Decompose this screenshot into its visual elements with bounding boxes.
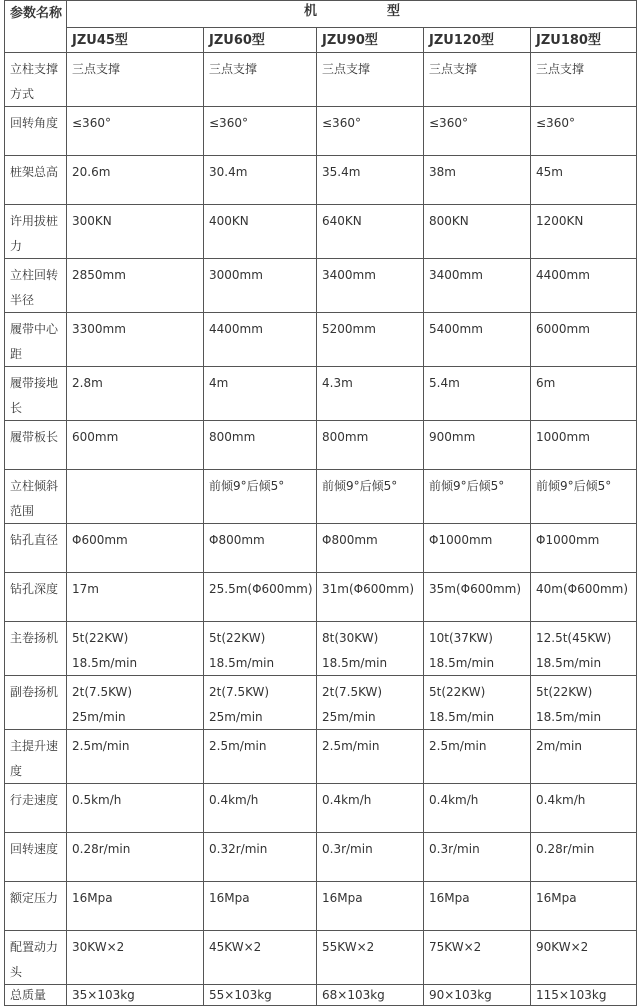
value-cell xyxy=(317,259,424,313)
param-header-label: 参数名称 xyxy=(10,6,63,21)
value-cell xyxy=(424,730,531,784)
param-cell: 额定压力 xyxy=(5,882,67,931)
value-cell xyxy=(531,259,637,313)
value-line: Φ800mm xyxy=(322,533,378,547)
value-cell xyxy=(67,931,204,985)
value-line: 2850mm xyxy=(72,268,126,282)
header-row-models xyxy=(5,28,637,53)
value-line: 300KN xyxy=(72,214,112,228)
value-line: 20.6m xyxy=(72,165,111,179)
value-cell xyxy=(204,833,317,882)
value-line: 0.4km/h xyxy=(429,793,479,807)
value-cell xyxy=(424,107,531,156)
value-line: 前倾9°后倾5° xyxy=(209,479,285,493)
value-line: 3400mm xyxy=(429,268,483,282)
value-line: ≤360° xyxy=(72,116,111,130)
table-row xyxy=(5,421,637,470)
value-cell xyxy=(67,259,204,313)
value-cell xyxy=(424,313,531,367)
value-line: 16Mpa xyxy=(209,891,250,905)
value-cell xyxy=(531,53,637,107)
value-cell xyxy=(531,524,637,573)
value-line: 35.4m xyxy=(322,165,361,179)
model-header-jzu180: JZU180型 xyxy=(531,28,637,53)
value-cell xyxy=(424,622,531,676)
value-cell xyxy=(531,107,637,156)
table-row xyxy=(5,367,637,421)
value-line: 前倾9°后倾5° xyxy=(322,479,398,493)
value-line: 5.4m xyxy=(429,376,460,390)
param-cell: 履带板长 xyxy=(5,421,67,470)
value-cell xyxy=(424,676,531,730)
value-line: 25m/min xyxy=(209,709,263,724)
value-cell xyxy=(204,313,317,367)
param-cell: 钻孔深度 xyxy=(5,573,67,622)
value-cell xyxy=(67,367,204,421)
value-line: 0.28r/min xyxy=(536,842,595,856)
value-cell xyxy=(317,622,424,676)
value-cell xyxy=(204,931,317,985)
value-cell xyxy=(67,205,204,259)
value-line: 18.5m/min xyxy=(536,655,602,670)
value-cell xyxy=(204,53,317,107)
value-cell xyxy=(204,676,317,730)
param-cell: 立柱支撑方式 xyxy=(5,53,67,107)
value-cell xyxy=(67,573,204,622)
value-line: 18.5m/min xyxy=(72,655,138,670)
value-line: 45m xyxy=(536,165,563,179)
value-line: 800mm xyxy=(209,430,256,444)
value-line: Φ1000mm xyxy=(536,533,600,547)
value-cell xyxy=(317,107,424,156)
value-cell xyxy=(424,882,531,931)
model-header-jzu90: JZU90型 xyxy=(317,28,424,53)
value-line: 6m xyxy=(536,376,556,390)
value-line: 31m(Φ600mm) xyxy=(322,582,415,596)
value-cell xyxy=(531,573,637,622)
header-row-top xyxy=(5,1,637,28)
value-line: 800mm xyxy=(322,430,369,444)
value-line: 2m/min xyxy=(536,739,582,753)
value-cell xyxy=(531,784,637,833)
value-line: 30.4m xyxy=(209,165,248,179)
value-cell xyxy=(424,470,531,524)
value-cell xyxy=(204,367,317,421)
param-cell: 桩架总高 xyxy=(5,156,67,205)
model-header-jzu120: JZU120型 xyxy=(424,28,531,53)
value-cell xyxy=(67,676,204,730)
value-line: ≤360° xyxy=(209,116,248,130)
value-cell xyxy=(67,985,204,1006)
value-line: 6000mm xyxy=(536,322,590,336)
value-cell xyxy=(531,676,637,730)
value-cell xyxy=(67,882,204,931)
param-cell: 行走速度 xyxy=(5,784,67,833)
value-cell xyxy=(204,524,317,573)
value-line: 2.8m xyxy=(72,376,103,390)
value-cell xyxy=(424,931,531,985)
value-cell xyxy=(317,833,424,882)
value-cell xyxy=(67,156,204,205)
value-cell xyxy=(317,53,424,107)
value-line: 640KN xyxy=(322,214,362,228)
value-line: 0.32r/min xyxy=(209,842,268,856)
value-line: 75KW×2 xyxy=(429,940,482,954)
value-cell xyxy=(317,882,424,931)
model-group-title-left: 机 xyxy=(303,4,317,19)
value-cell xyxy=(204,421,317,470)
value-cell xyxy=(67,833,204,882)
value-cell xyxy=(424,985,531,1006)
spec-table-body xyxy=(5,1,637,1006)
value-cell xyxy=(204,622,317,676)
value-line: 600mm xyxy=(72,430,119,444)
value-cell xyxy=(424,524,531,573)
param-cell: 主提升速度 xyxy=(5,730,67,784)
param-cell: 履带中心距 xyxy=(5,313,67,367)
table-row xyxy=(5,107,637,156)
value-line: 5t(22KW) xyxy=(429,685,486,699)
value-line: 90KW×2 xyxy=(536,940,589,954)
table-row xyxy=(5,931,637,985)
value-line: ≤360° xyxy=(536,116,575,130)
value-cell xyxy=(531,931,637,985)
value-line: 25m/min xyxy=(72,709,126,724)
model-header-jzu60: JZU60型 xyxy=(204,28,317,53)
table-row xyxy=(5,676,637,730)
value-line: 0.5km/h xyxy=(72,793,122,807)
value-cell xyxy=(317,676,424,730)
value-line: 16Mpa xyxy=(322,891,363,905)
table-row xyxy=(5,833,637,882)
value-cell xyxy=(204,205,317,259)
value-cell xyxy=(204,784,317,833)
table-row xyxy=(5,985,637,1006)
param-cell: 立柱回转半径 xyxy=(5,259,67,313)
value-line: 18.5m/min xyxy=(536,709,602,724)
value-line: 2.5m/min xyxy=(322,739,380,753)
table-row xyxy=(5,205,637,259)
value-line: 0.28r/min xyxy=(72,842,131,856)
value-line: 45KW×2 xyxy=(209,940,262,954)
value-cell xyxy=(424,784,531,833)
table-row xyxy=(5,259,637,313)
value-line: 1000mm xyxy=(536,430,590,444)
value-line: 三点支撑 xyxy=(72,62,121,76)
value-line: 5t(22KW) xyxy=(536,685,593,699)
value-line: 4400mm xyxy=(209,322,263,336)
spec-table xyxy=(4,0,637,1006)
value-cell xyxy=(204,882,317,931)
value-cell xyxy=(531,833,637,882)
value-line: 18.5m/min xyxy=(209,655,275,670)
value-line: 900mm xyxy=(429,430,476,444)
value-cell xyxy=(317,313,424,367)
model-header-jzu45: JZU45型 xyxy=(67,28,204,53)
value-line: 2t(7.5KW) xyxy=(209,685,270,699)
param-cell: 配置动力头 xyxy=(5,931,67,985)
value-line: Φ800mm xyxy=(209,533,265,547)
value-cell xyxy=(67,107,204,156)
value-line: 40m(Φ600mm) xyxy=(536,582,629,596)
value-cell xyxy=(67,784,204,833)
value-line: Φ600mm xyxy=(72,533,128,547)
value-line: 5t(22KW) xyxy=(72,631,129,645)
param-cell: 立柱倾斜范围 xyxy=(5,470,67,524)
value-line: 18.5m/min xyxy=(429,709,495,724)
value-cell xyxy=(531,205,637,259)
value-cell xyxy=(67,730,204,784)
value-line: 8t(30KW) xyxy=(322,631,379,645)
table-row xyxy=(5,156,637,205)
value-cell xyxy=(67,470,204,524)
value-cell xyxy=(317,931,424,985)
value-cell xyxy=(317,470,424,524)
value-line: Φ1000mm xyxy=(429,533,493,547)
value-line: ≤360° xyxy=(429,116,468,130)
value-line: 35×103kg xyxy=(72,988,135,1002)
value-cell xyxy=(67,622,204,676)
value-line: 18.5m/min xyxy=(322,655,388,670)
value-line: 0.4km/h xyxy=(322,793,372,807)
value-line: 3400mm xyxy=(322,268,376,282)
value-line: 18.5m/min xyxy=(429,655,495,670)
value-line: 前倾9°后倾5° xyxy=(536,479,612,493)
value-line: 30KW×2 xyxy=(72,940,125,954)
value-line: 2.5m/min xyxy=(209,739,267,753)
param-cell: 主卷扬机 xyxy=(5,622,67,676)
value-cell xyxy=(531,985,637,1006)
value-line: 三点支撑 xyxy=(536,62,585,76)
value-line: 2t(7.5KW) xyxy=(322,685,383,699)
value-cell xyxy=(531,470,637,524)
value-cell xyxy=(424,573,531,622)
value-cell xyxy=(317,421,424,470)
param-cell: 钻孔直径 xyxy=(5,524,67,573)
value-line: 16Mpa xyxy=(429,891,470,905)
param-cell: 回转角度 xyxy=(5,107,67,156)
value-line: ≤360° xyxy=(322,116,361,130)
value-line: 5400mm xyxy=(429,322,483,336)
value-cell xyxy=(317,573,424,622)
value-line: 90×103kg xyxy=(429,988,492,1002)
value-cell xyxy=(317,205,424,259)
value-line: 1200KN xyxy=(536,214,584,228)
table-row xyxy=(5,573,637,622)
value-cell xyxy=(424,367,531,421)
param-cell: 总质量 xyxy=(5,985,67,1006)
value-line: 55KW×2 xyxy=(322,940,375,954)
value-cell xyxy=(531,421,637,470)
value-cell xyxy=(531,622,637,676)
value-line: 0.4km/h xyxy=(209,793,259,807)
value-line: 4m xyxy=(209,376,229,390)
value-cell xyxy=(317,985,424,1006)
table-row xyxy=(5,622,637,676)
value-cell xyxy=(424,259,531,313)
value-cell xyxy=(317,784,424,833)
value-line: 2t(7.5KW) xyxy=(72,685,133,699)
value-cell xyxy=(204,573,317,622)
value-cell xyxy=(424,833,531,882)
value-line: 25m/min xyxy=(322,709,376,724)
value-line: 800KN xyxy=(429,214,469,228)
value-cell xyxy=(204,730,317,784)
value-line: 5200mm xyxy=(322,322,376,336)
value-cell xyxy=(317,730,424,784)
table-row xyxy=(5,53,637,107)
value-line: 16Mpa xyxy=(536,891,577,905)
value-cell xyxy=(424,205,531,259)
table-row xyxy=(5,524,637,573)
value-cell xyxy=(67,524,204,573)
value-line: 0.3r/min xyxy=(322,842,373,856)
param-cell: 履带接地长 xyxy=(5,367,67,421)
value-line: 0.3r/min xyxy=(429,842,480,856)
table-row xyxy=(5,882,637,931)
value-line: 68×103kg xyxy=(322,988,385,1002)
value-line: 三点支撑 xyxy=(429,62,478,76)
table-row xyxy=(5,784,637,833)
value-cell xyxy=(424,156,531,205)
value-line: 55×103kg xyxy=(209,988,272,1002)
table-row xyxy=(5,470,637,524)
value-cell xyxy=(204,470,317,524)
table-row xyxy=(5,730,637,784)
value-line: 38m xyxy=(429,165,456,179)
value-line: 2.5m/min xyxy=(72,739,130,753)
value-cell xyxy=(317,156,424,205)
value-cell xyxy=(204,985,317,1006)
value-line: 400KN xyxy=(209,214,249,228)
param-cell: 回转速度 xyxy=(5,833,67,882)
value-cell xyxy=(531,882,637,931)
value-cell xyxy=(317,367,424,421)
value-cell xyxy=(67,53,204,107)
value-line: 4.3m xyxy=(322,376,353,390)
value-cell xyxy=(204,107,317,156)
value-line: 16Mpa xyxy=(72,891,113,905)
value-cell xyxy=(531,313,637,367)
value-line: 115×103kg xyxy=(536,988,607,1002)
value-cell xyxy=(531,156,637,205)
model-group-title xyxy=(67,1,637,28)
value-cell xyxy=(67,421,204,470)
value-cell xyxy=(67,313,204,367)
value-line: 0.4km/h xyxy=(536,793,586,807)
model-group-title-right: 型 xyxy=(387,4,401,19)
value-cell xyxy=(531,730,637,784)
value-line: 三点支撑 xyxy=(322,62,371,76)
value-line: 25.5m(Φ600mm) xyxy=(209,582,313,596)
param-cell: 副卷扬机 xyxy=(5,676,67,730)
value-line: 5t(22KW) xyxy=(209,631,266,645)
value-line: 3000mm xyxy=(209,268,263,282)
value-line: 4400mm xyxy=(536,268,590,282)
value-cell xyxy=(531,367,637,421)
param-cell: 许用拔桩力 xyxy=(5,205,67,259)
value-line: 12.5t(45KW) xyxy=(536,631,612,645)
value-cell xyxy=(204,156,317,205)
value-line: 17m xyxy=(72,582,99,596)
value-line: 前倾9°后倾5° xyxy=(429,479,505,493)
value-cell xyxy=(424,53,531,107)
value-line: 三点支撑 xyxy=(209,62,258,76)
value-cell xyxy=(424,421,531,470)
value-line: 3300mm xyxy=(72,322,126,336)
value-cell xyxy=(317,524,424,573)
value-line: 35m(Φ600mm) xyxy=(429,582,522,596)
table-row xyxy=(5,313,637,367)
value-line: 2.5m/min xyxy=(429,739,487,753)
value-line: 10t(37KW) xyxy=(429,631,493,645)
value-cell xyxy=(204,259,317,313)
param-header-cell xyxy=(5,1,67,53)
